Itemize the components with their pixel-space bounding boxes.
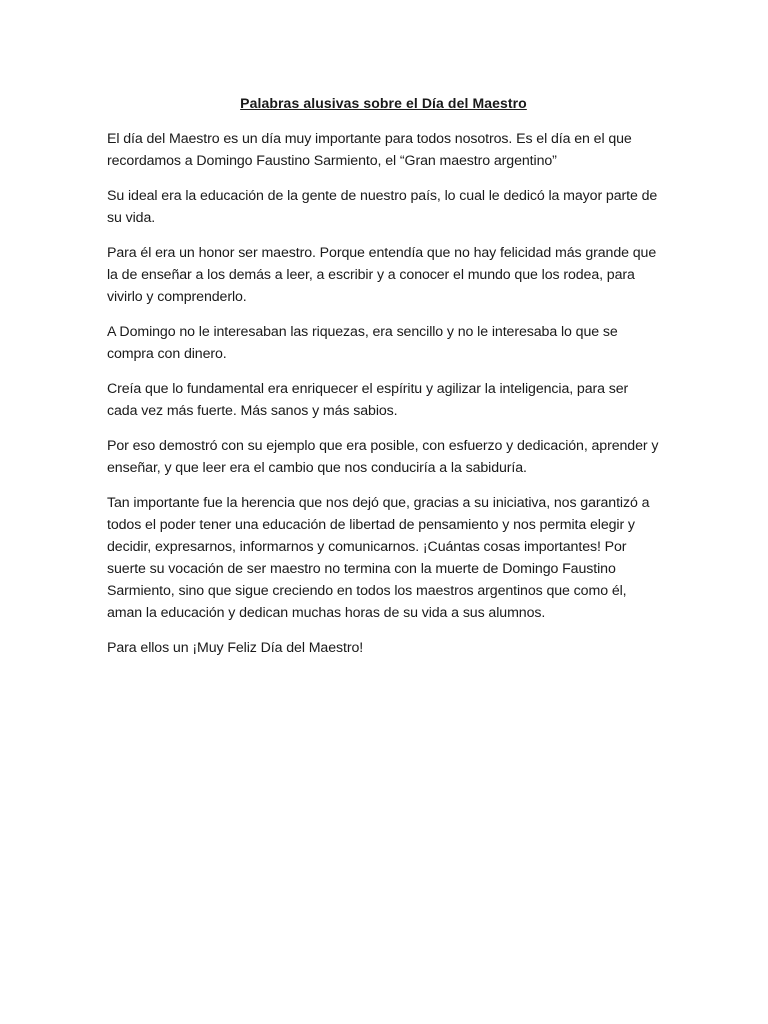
paragraph-6: Por eso demostró con su ejemplo que era posible, con esfuerzo y dedicación, aprender y enseñar, y que leer era el cambio que nos conduciría a la sabiduría. <box>107 438 659 476</box>
paragraph-2: Su ideal era la educación de la gente de nuestro país, lo cual le dedicó la mayor parte de su vida. <box>107 188 658 226</box>
paragraph-1: El día del Maestro es un día muy importante para todos nosotros. Es el día en el que recordamos a Domingo Faustino Sarmiento, el “Gran maestro argentino” <box>107 131 632 169</box>
document-title: Palabras alusivas sobre el Día del Maestro <box>240 95 527 111</box>
paragraph-5: Creía que lo fundamental era enriquecer el espíritu y agilizar la inteligencia, para ser cada vez más fuerte. Más sanos y más sabios. <box>107 381 629 419</box>
paragraph-8: Para ellos un ¡Muy Feliz Día del Maestro! <box>107 640 364 656</box>
paragraph-7: Tan importante fue la herencia que nos dejó que, gracias a su iniciativa, nos garantizó a todos el poder tener una educación de libertad de pensamiento y nos permita elegir y decidir, expresarnos, informarnos y comunicarnos. ¡Cuántas cosas importantes! Por suerte su vocación de ser maestro no termina con la muerte de Domingo Faustino Sarmiento, sino que sigue creciendo en todos los maestros argentinos que como él, aman la educación y dedican muchas horas de su vida a sus alumnos. <box>107 495 650 621</box>
paragraph-4: A Domingo no le interesaban las riquezas, era sencillo y no le interesaba lo que se compra con dinero. <box>107 324 618 362</box>
paragraph-3: Para él era un honor ser maestro. Porque entendía que no hay felicidad más grande que la de enseñar a los demás a leer, a escribir y a conocer el mundo que los rodea, para vivirlo y comprenderlo. <box>107 245 657 305</box>
